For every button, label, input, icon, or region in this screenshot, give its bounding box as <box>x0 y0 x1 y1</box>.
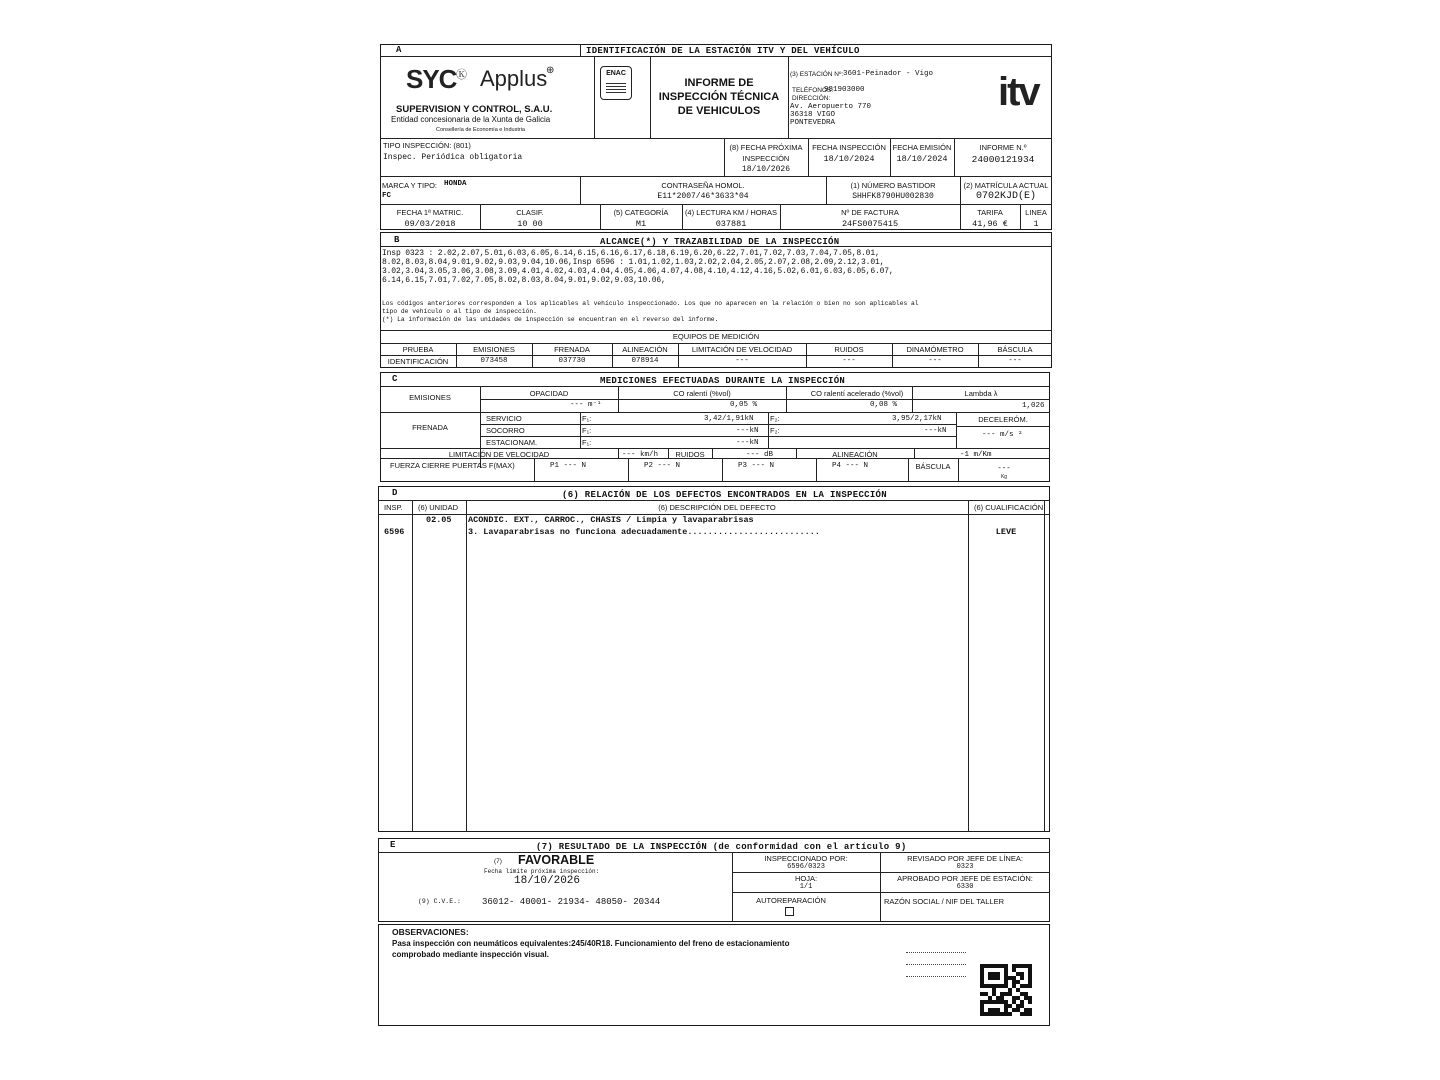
line-value: 1 <box>1033 219 1039 229</box>
observations-label: OBSERVACIONES: <box>392 927 469 937</box>
inspection-date-value: 18/10/2024 <box>823 154 875 164</box>
scale-label: BÁSCULA <box>915 462 951 471</box>
service-brake-label: SERVICIO <box>486 414 522 423</box>
tariff-label: TARIFA <box>977 208 1003 217</box>
invoice-label: Nº DE FACTURA <box>841 208 899 217</box>
scope-line-2: 8.02,8.03,8.04,9.01,9.02,9.03,9.04,10.06,Insp 6596 : 1.01,1.02,1.03,2.02,2.04,2.05,2.07,2.08,2.09,2.12,3.01, <box>382 258 885 267</box>
door-p4-value: P4 --- N <box>832 462 869 470</box>
vin-label: (1) NÚMERO BASTIDOR <box>850 181 936 190</box>
alignment-value: -1 m/Km <box>960 451 992 459</box>
itv-report-page <box>376 42 1052 1028</box>
lambda-value: 1,026 <box>1022 402 1045 410</box>
noise-label: RUIDOS <box>675 450 705 459</box>
section-c-letter: C <box>392 374 398 384</box>
address-line-3: PONTEVEDRA <box>790 119 836 127</box>
equipment-value-cell: --- <box>928 357 942 365</box>
vin-value: SHHFK8790HU002830 <box>852 192 934 201</box>
enac-logo <box>600 66 632 100</box>
applus-logo: Applus <box>480 66 548 91</box>
inspection-date-label: FECHA INSPECCIÓN <box>812 143 886 152</box>
category-value: M1 <box>635 219 647 229</box>
co-idle-label: CO ralentí (%vol) <box>673 389 731 398</box>
equipment-value-cell: --- <box>842 357 856 365</box>
sheet-label: HOJA: <box>794 874 818 883</box>
decelerometer-label: DECELERÓM. <box>978 415 1028 424</box>
speed-limit-value: --- km/h <box>622 451 659 459</box>
parking-f1-value: ---kN <box>736 439 759 447</box>
invoice-value: 24FS0075415 <box>841 219 899 229</box>
limit-date-value: 18/10/2026 <box>514 875 581 887</box>
rescue-brake-label: SOCORRO <box>486 426 525 435</box>
scope-note-2: tipo de vehículo o al tipo de inspección. <box>382 308 537 315</box>
inspection-type-label: TIPO INSPECCIÓN: (801) <box>383 141 471 150</box>
plate-label: (2) MATRÍCULA ACTUAL <box>963 181 1049 190</box>
address-label: DIRECCIÓN: <box>792 95 831 102</box>
defect-qualification: LEVE <box>995 527 1017 537</box>
reviewed-by-label: REVISADO POR JEFE DE LÍNEA: <box>907 854 1023 863</box>
reviewed-by-value: 0323 <box>956 863 974 871</box>
result-value: FAVORABLE <box>518 853 595 867</box>
classification-value: 10 00 <box>517 219 543 229</box>
station-label: (3) ESTACIÓN Nº: <box>790 71 844 78</box>
syc-mark-icon: Ⓚ <box>456 69 467 81</box>
service-f1-label: F₁: <box>582 414 592 423</box>
equipment-value-cell: 037730 <box>558 357 586 365</box>
equipment-header-cell: LIMITACIÓN DE VELOCIDAD <box>691 345 793 354</box>
self-repair-label: AUTOREPARACIÓN <box>756 896 826 905</box>
company-name: SUPERVISION Y CONTROL, S.A.U. <box>396 104 553 115</box>
rescue-f1-value: ---kN <box>736 427 759 435</box>
phones-value: 981903000 <box>824 86 865 94</box>
opacity-label: OPACIDAD <box>529 389 569 398</box>
equipment-header-cell: FRENADA <box>554 345 590 354</box>
cve-label: (9) C.V.E.: <box>418 898 461 905</box>
plate-value: 0702KJD(E) <box>975 191 1036 202</box>
defect-insp: 6596 <box>384 527 405 537</box>
defects-col-unit: (6) UNIDAD <box>418 503 459 512</box>
observations-line-2: comprobado mediante inspección visual. <box>392 950 549 959</box>
inspected-by-value: 6596/0323 <box>787 863 825 871</box>
door-p1-value: P1 --- N <box>550 462 587 470</box>
equipment-value-cell: IDENTIFICACIÓN <box>387 357 449 366</box>
cve-value: 36012- 40001- 21934- 48050- 20344 <box>482 897 661 907</box>
next-inspection-label: (8) FECHA PRÓXIMA <box>729 143 803 152</box>
approved-by-label: APROBADO POR JEFE DE ESTACIÓN: <box>897 874 1033 883</box>
scope-note-3: (*) La información de las unidades de inspección se encuentran en el reverso del informe. <box>382 316 719 323</box>
station-value: 3601-Peinador - Vigo <box>843 70 934 78</box>
emission-date-label: FECHA EMISIÓN <box>892 143 952 152</box>
defect-description-line-1: ACONDIC. EXT., CARROC., CHASIS / Limpia y lavaparabrisas <box>468 515 754 525</box>
service-f1-value: 3,42/1,91kN <box>704 415 754 423</box>
first-reg-value: 09/03/2018 <box>404 219 456 229</box>
km-value: 037881 <box>715 219 747 229</box>
section-e-title: (7) RESULTADO DE LA INSPECCIÓN (de conformidad con el artículo 9) <box>536 842 907 852</box>
sheet-value: 1/1 <box>799 883 813 891</box>
itv-logo: itv <box>998 70 1039 114</box>
inspection-type-value: Inspec. Periódica obligatoria <box>383 153 523 162</box>
enac-logo-text: ENAC <box>606 70 626 77</box>
line-label: LINEA <box>1025 208 1047 217</box>
decelerometer-value: --- m/s ² <box>982 431 1023 439</box>
alignment-label: ALINEACIÓN <box>832 450 878 459</box>
service-f2-label: F₂: <box>770 414 780 423</box>
report-number-label: INFORME N.º <box>979 143 1027 152</box>
section-a-letter: A <box>396 45 402 55</box>
equipment-header-cell: DINAMÓMETRO <box>906 345 964 354</box>
next-inspection-label-2: INSPECCIÓN <box>742 154 790 163</box>
make-label: MARCA Y TIPO: <box>382 181 438 190</box>
scope-note-1: Los códigos anteriores corresponden a los aplicables al vehículo inspeccionado. Los que no aparecen en la relación o bien no son aplicables al <box>382 300 919 307</box>
classification-label: CLASIF. <box>516 208 544 217</box>
scope-line-4: 6.14,6.15,7.01,7.02,7.05,8.02,8.03,8.04,9.01,9.02,9.03,10.06, <box>382 276 666 285</box>
ministry-text: Consellería de Economía e Industria <box>436 127 525 133</box>
rescue-f2-value: ---kN <box>924 427 947 435</box>
address-line-1: Av. Aeropuerto 770 <box>790 103 872 111</box>
homologation-label: CONTRASEÑA HOMOL. <box>661 181 745 190</box>
equipment-header-cell: RUIDOS <box>834 345 864 354</box>
category-label: (5) CATEGORÍA <box>613 208 669 217</box>
equipment-header-cell: ALINEACIÓN <box>622 345 668 354</box>
equipment-value-cell: 073458 <box>480 357 508 365</box>
approved-by-value: 6330 <box>956 883 974 891</box>
section-a-title: IDENTIFICACIÓN DE LA ESTACIÓN ITV Y DEL VEHÍCULO <box>586 46 860 56</box>
workshop-label: RAZÓN SOCIAL / NIF DEL TALLER <box>884 897 1005 906</box>
tariff-value: 41,96 € <box>972 219 1008 229</box>
speed-limit-label: LIMITACIÓN DE VELOCIDAD <box>448 450 550 459</box>
section-d-title: (6) RELACIÓN DE LOS DEFECTOS ENCONTRADOS EN LA INSPECCIÓN <box>562 490 887 500</box>
section-d-letter: D <box>392 488 398 498</box>
door-p3-value: P3 --- N <box>738 462 775 470</box>
equipment-header-cell: PRUEBA <box>402 345 434 354</box>
km-label: (4) LECTURA KM / HORAS <box>684 208 778 217</box>
defects-col-insp: INSP. <box>384 503 403 512</box>
section-d <box>378 486 1050 832</box>
co-accel-value: 0,08 % <box>870 401 898 409</box>
equipment-header-cell: EMISIONES <box>473 345 515 354</box>
equipment-title: EQUIPOS DE MEDICIÓN <box>672 332 760 341</box>
co-accel-label: CO ralentí acelerado (%vol) <box>810 389 904 398</box>
service-f2-value: 3,95/2,17kN <box>892 415 942 423</box>
first-reg-label: FECHA 1ª MATRIC. <box>396 208 464 217</box>
scale-value: --- <box>997 465 1011 473</box>
next-inspection-value: 18/10/2026 <box>741 165 790 174</box>
report-title-line-1: INFORME DE <box>684 77 754 89</box>
equipment-value-cell: --- <box>1008 357 1022 365</box>
result-num: (7) <box>494 858 502 865</box>
lambda-label: Lambda λ <box>964 389 998 398</box>
section-b-title: ALCANCE(*) Y TRAZABILIDAD DE LA INSPECCIÓN <box>600 237 840 247</box>
report-number-value: 24000121934 <box>971 154 1035 165</box>
defects-col-qualification: (6) CUALIFICACIÓN <box>974 503 1044 512</box>
emissions-label: EMISIONES <box>409 393 451 402</box>
section-b-letter: B <box>394 235 400 245</box>
door-p2-value: P2 --- N <box>644 462 681 470</box>
address-line-2: 36318 VIGO <box>790 111 836 119</box>
concession-text: Entidad concesionaria de la Xunta de Galicia <box>391 115 551 124</box>
make-value: HONDA <box>444 180 467 188</box>
syc-logo: SYC <box>406 64 457 94</box>
section-c-title: MEDICIONES EFECTUADAS DURANTE LA INSPECCIÓN <box>600 376 846 386</box>
homologation-value: E11*2007/46*3633*04 <box>657 192 749 201</box>
opacity-value: --- m⁻¹ <box>570 401 602 409</box>
equipment-value-cell: 078914 <box>631 357 659 365</box>
report-title-line-3: DE VEHICULOS <box>677 105 761 117</box>
scale-unit: Kg <box>1000 474 1008 480</box>
qr-code-icon <box>980 964 1032 1016</box>
scope-line-3: 3.02,3.04,3.05,3.06,3.08,3.09,4.01,4.02,4.03,4.04,4.05,4.06,4.07,4.08,4.10,4.12,4.16,5.02,6.01,6.03,6.05,6.07, <box>382 267 894 276</box>
phones-label: TELÉFONOS: <box>792 87 834 94</box>
observations-line-1: Pasa inspección con neumáticos equivalentes:245/40R18. Funcionamiento del freno de estacionamiento <box>392 939 790 948</box>
door-force-label: FUERZA CIERRE PUERTAS F(MAX) <box>390 461 515 470</box>
inspected-by-label: INSPECCIONADO POR: <box>764 854 848 863</box>
defects-col-desc: (6) DESCRIPCIÓN DEL DEFECTO <box>658 503 776 512</box>
self-repair-checkbox[interactable] <box>785 907 794 916</box>
model-value: FC <box>382 192 392 200</box>
equipment-value-cell: --- <box>735 357 749 365</box>
braking-label: FRENADA <box>412 423 448 432</box>
co-idle-value: 0,05 % <box>730 401 758 409</box>
rescue-f2-label: F₂: <box>770 426 780 435</box>
defect-unit: 02.05 <box>426 515 452 525</box>
report-title-line-2: INSPECCIÓN TÉCNICA <box>658 91 780 103</box>
section-e-letter: E <box>390 840 396 850</box>
defect-description-line-2: 3. Lavaparabrisas no funciona adecuadamente.......................... <box>468 527 820 537</box>
rescue-f1-label: F₁: <box>582 426 592 435</box>
emission-date-value: 18/10/2024 <box>896 154 948 164</box>
equipment-header-cell: BÁSCULA <box>997 345 1033 354</box>
parking-brake-label: ESTACIONAM. <box>486 438 538 447</box>
applus-mark-icon: ⊕ <box>546 65 555 76</box>
parking-f1-label: F₁: <box>582 438 592 447</box>
limit-date-label: Fecha límite próxima inspección: <box>484 868 600 875</box>
noise-value: --- dB <box>746 451 774 459</box>
enac-seal-icon <box>606 81 626 93</box>
scope-line-1: Insp 0323 : 2.02,2.07,5.01,6.03,6.05,6.14,6.15,6.16,6.17,6.18,6.19,6.20,6.22,7.01,7.02,7.03,7.04,7.05,8.01, <box>382 249 880 258</box>
